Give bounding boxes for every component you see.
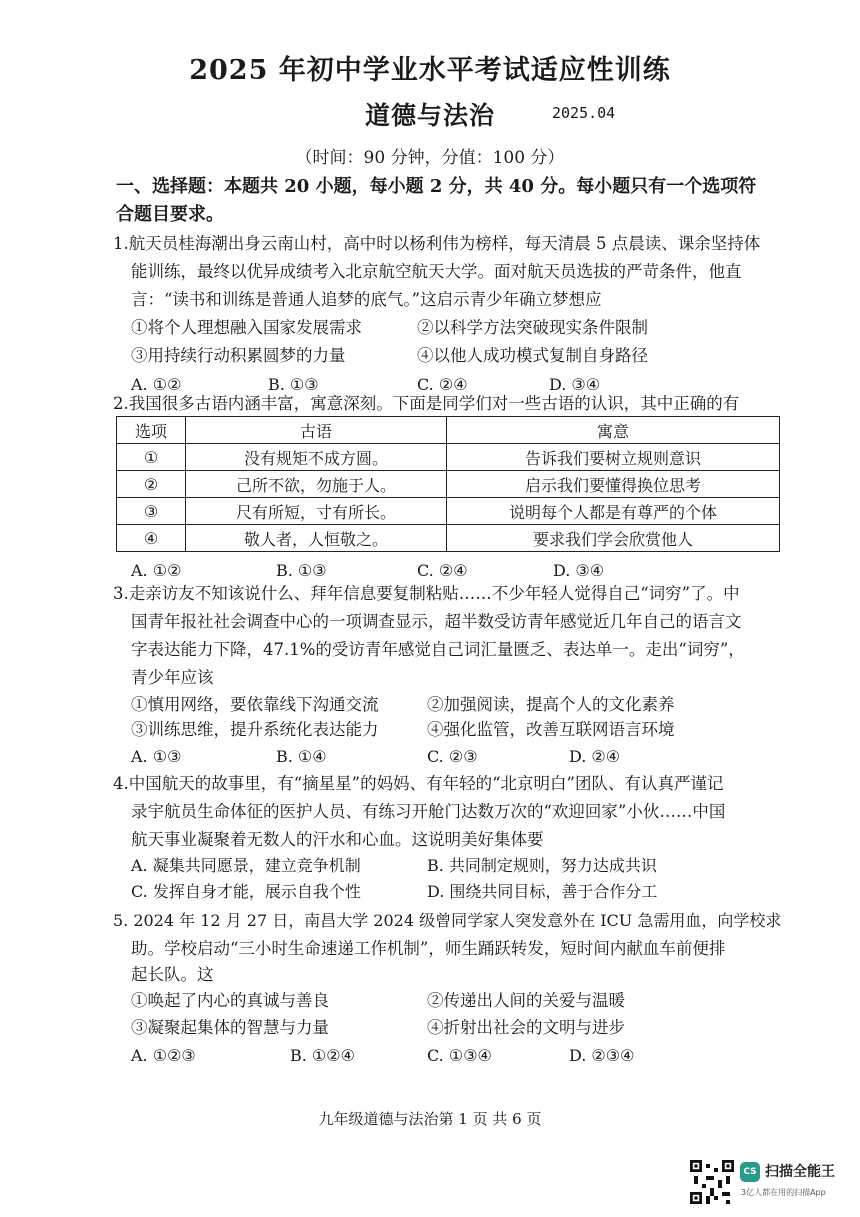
q4-option-c[interactable]: C. 发挥自身才能，展示自我个性: [131, 882, 361, 901]
q4-stem-line2: 录宇航员生命体征的医护人员、有练习开舱门达数万次的“欢迎回家”小伙……中国: [131, 802, 726, 821]
q5-stem-line3: 起长队。这: [131, 965, 214, 984]
q1-stem-line1: 1.航天员桂海潮出身云南山村，高中时以杨利伟为榜样，每天清晨 5 点晨读、课余坚持体: [113, 234, 761, 253]
q3-option-c[interactable]: C. ②③: [427, 747, 478, 766]
q3-option-d[interactable]: D. ②④: [569, 747, 621, 766]
table-cell: ③: [117, 498, 186, 525]
q2-option-c[interactable]: C. ②④: [417, 561, 468, 580]
q5-item-3: ③凝聚起集体的智慧与力量: [131, 1018, 329, 1037]
q1-item-3: ③用持续行动积累圆梦的力量: [131, 346, 346, 365]
camscanner-name: 扫描全能王: [765, 1164, 835, 1180]
q5-item-1: ①唤起了内心的真诚与善良: [131, 991, 329, 1010]
table-cell: 没有规矩不成方圆。: [186, 444, 447, 471]
table-cell: 尺有所短，寸有所长。: [186, 498, 447, 525]
subject-title: 道德与法治: [364, 101, 495, 130]
q1-stem-line3: 言：“读书和训练是普通人追梦的底气。”这启示青少年确立梦想应: [131, 290, 602, 309]
q5-stem-line2: 助。学校启动“三小时生命速递工作机制”，师生踊跃转发，短时间内献血车前便排: [131, 939, 726, 958]
exam-date: 2025.04: [552, 104, 616, 122]
q5-item-2: ②传递出人间的关爱与温暖: [427, 991, 625, 1010]
q2-option-b[interactable]: B. ①③: [276, 561, 327, 580]
q1-option-c[interactable]: C. ②④: [417, 375, 468, 394]
q3-item-2: ②加强阅读，提高个人的文化素养: [427, 695, 675, 714]
q4-stem-line3: 航天事业凝聚着无数人的汗水和心血。这说明美好集体要: [131, 830, 544, 849]
q4-stem-line1: 4.中国航天的故事里，有“摘星星”的妈妈、有年轻的“北京明白”团队、有认真严谨记: [113, 774, 724, 793]
table-cell: 说明每个人都是有尊严的个体: [447, 498, 780, 525]
table-cell: 己所不欲，勿施于人。: [186, 471, 447, 498]
table-row: [117, 444, 780, 471]
table-header-option: 选项: [117, 417, 186, 444]
table-row: [117, 498, 780, 525]
table-cell: ④: [117, 525, 186, 552]
exam-meta: （时间：90 分钟，分值：100 分）: [295, 148, 565, 168]
q5-item-4: ④折射出社会的文明与进步: [427, 1018, 625, 1037]
camscanner-tagline: 3亿人都在用的扫描App: [741, 1188, 826, 1197]
exam-title: 2025 年初中学业水平考试适应性训练: [189, 55, 671, 86]
q2-table: [116, 416, 780, 552]
table-cell: 告诉我们要树立规则意识: [447, 444, 780, 471]
q3-stem-line2: 国青年报社社会调查中心的一项调查显示，超半数受访青年感觉近几年自己的语言文: [131, 612, 742, 631]
q3-item-3: ③训练思维，提升系统化表达能力: [131, 720, 379, 739]
q1-option-b[interactable]: B. ①③: [268, 375, 319, 394]
table-header-saying: 古语: [186, 417, 447, 444]
q3-item-1: ①慎用网络，要依靠线下沟通交流: [131, 695, 379, 714]
q4-option-b[interactable]: B. 共同制定规则，努力达成共识: [427, 856, 657, 875]
table-cell: 启示我们要懂得换位思考: [447, 471, 780, 498]
q4-option-d[interactable]: D. 围绕共同目标，善于合作分工: [427, 882, 658, 901]
q5-option-a[interactable]: A. ①②③: [131, 1046, 196, 1065]
q5-option-d[interactable]: D. ②③④: [569, 1046, 635, 1065]
q4-option-a[interactable]: A. 凝集共同愿景，建立竞争机制: [131, 856, 361, 875]
qr-code-icon: [690, 1160, 734, 1204]
q2-option-a[interactable]: A. ①②: [131, 561, 182, 580]
table-row: [117, 471, 780, 498]
table-row: [117, 525, 780, 552]
q3-stem-line3: 字表达能力下降，47.1%的受访青年感觉自己词汇量匮乏、表达单一。走出“词穷”，: [131, 640, 745, 659]
q2-option-d[interactable]: D. ③④: [553, 561, 605, 580]
q5-stem-line1: 5. 2024 年 12 月 27 日，南昌大学 2024 级曾同学家人突发意外在 ICU 急需用血，向学校求: [113, 911, 782, 930]
q1-item-2: ②以科学方法突破现实条件限制: [417, 318, 648, 337]
section-heading-line1: 一、选择题：本题共 20 小题，每小题 2 分，共 40 分。每小题只有一个选项符: [116, 176, 757, 197]
table-cell: ②: [117, 471, 186, 498]
q3-item-4: ④强化监管，改善互联网语言环境: [427, 720, 675, 739]
table-cell: 敬人者，人恒敬之。: [186, 525, 447, 552]
q1-option-d[interactable]: D. ③④: [549, 375, 601, 394]
q1-stem-line2: 能训练，最终以优异成绩考入北京航空航天大学。面对航天员选拔的严苛条件，他直: [131, 262, 742, 281]
table-cell: ①: [117, 444, 186, 471]
q1-option-a[interactable]: A. ①②: [131, 375, 182, 394]
q2-stem: 2.我国很多古语内涵丰富，寓意深刻。下面是同学们对一些古语的认识，其中正确的有: [113, 394, 740, 413]
table-cell: 要求我们学会欣赏他人: [447, 525, 780, 552]
q5-option-c[interactable]: C. ①③④: [427, 1046, 492, 1065]
page-footer: 九年级道德与法治第 1 页 共 6 页: [318, 1110, 542, 1128]
table-header-meaning: 寓意: [447, 417, 780, 444]
q3-option-a[interactable]: A. ①③: [131, 747, 182, 766]
table-header-row: [117, 417, 780, 444]
q1-item-1: ①将个人理想融入国家发展需求: [131, 318, 362, 337]
camscanner-logo-icon: CS: [740, 1162, 760, 1182]
section-heading-line2: 合题目要求。: [116, 204, 224, 225]
q5-option-b[interactable]: B. ①②④: [290, 1046, 355, 1065]
q3-option-b[interactable]: B. ①④: [276, 747, 327, 766]
q3-stem-line4: 青少年应该: [131, 668, 214, 687]
subject-row: [0, 96, 860, 132]
q1-item-4: ④以他人成功模式复制自身路径: [417, 346, 648, 365]
q3-stem-line1: 3.走亲访友不知该说什么、拜年信息要复制粘贴……不少年轻人觉得自己“词穷”了。中: [113, 584, 740, 603]
